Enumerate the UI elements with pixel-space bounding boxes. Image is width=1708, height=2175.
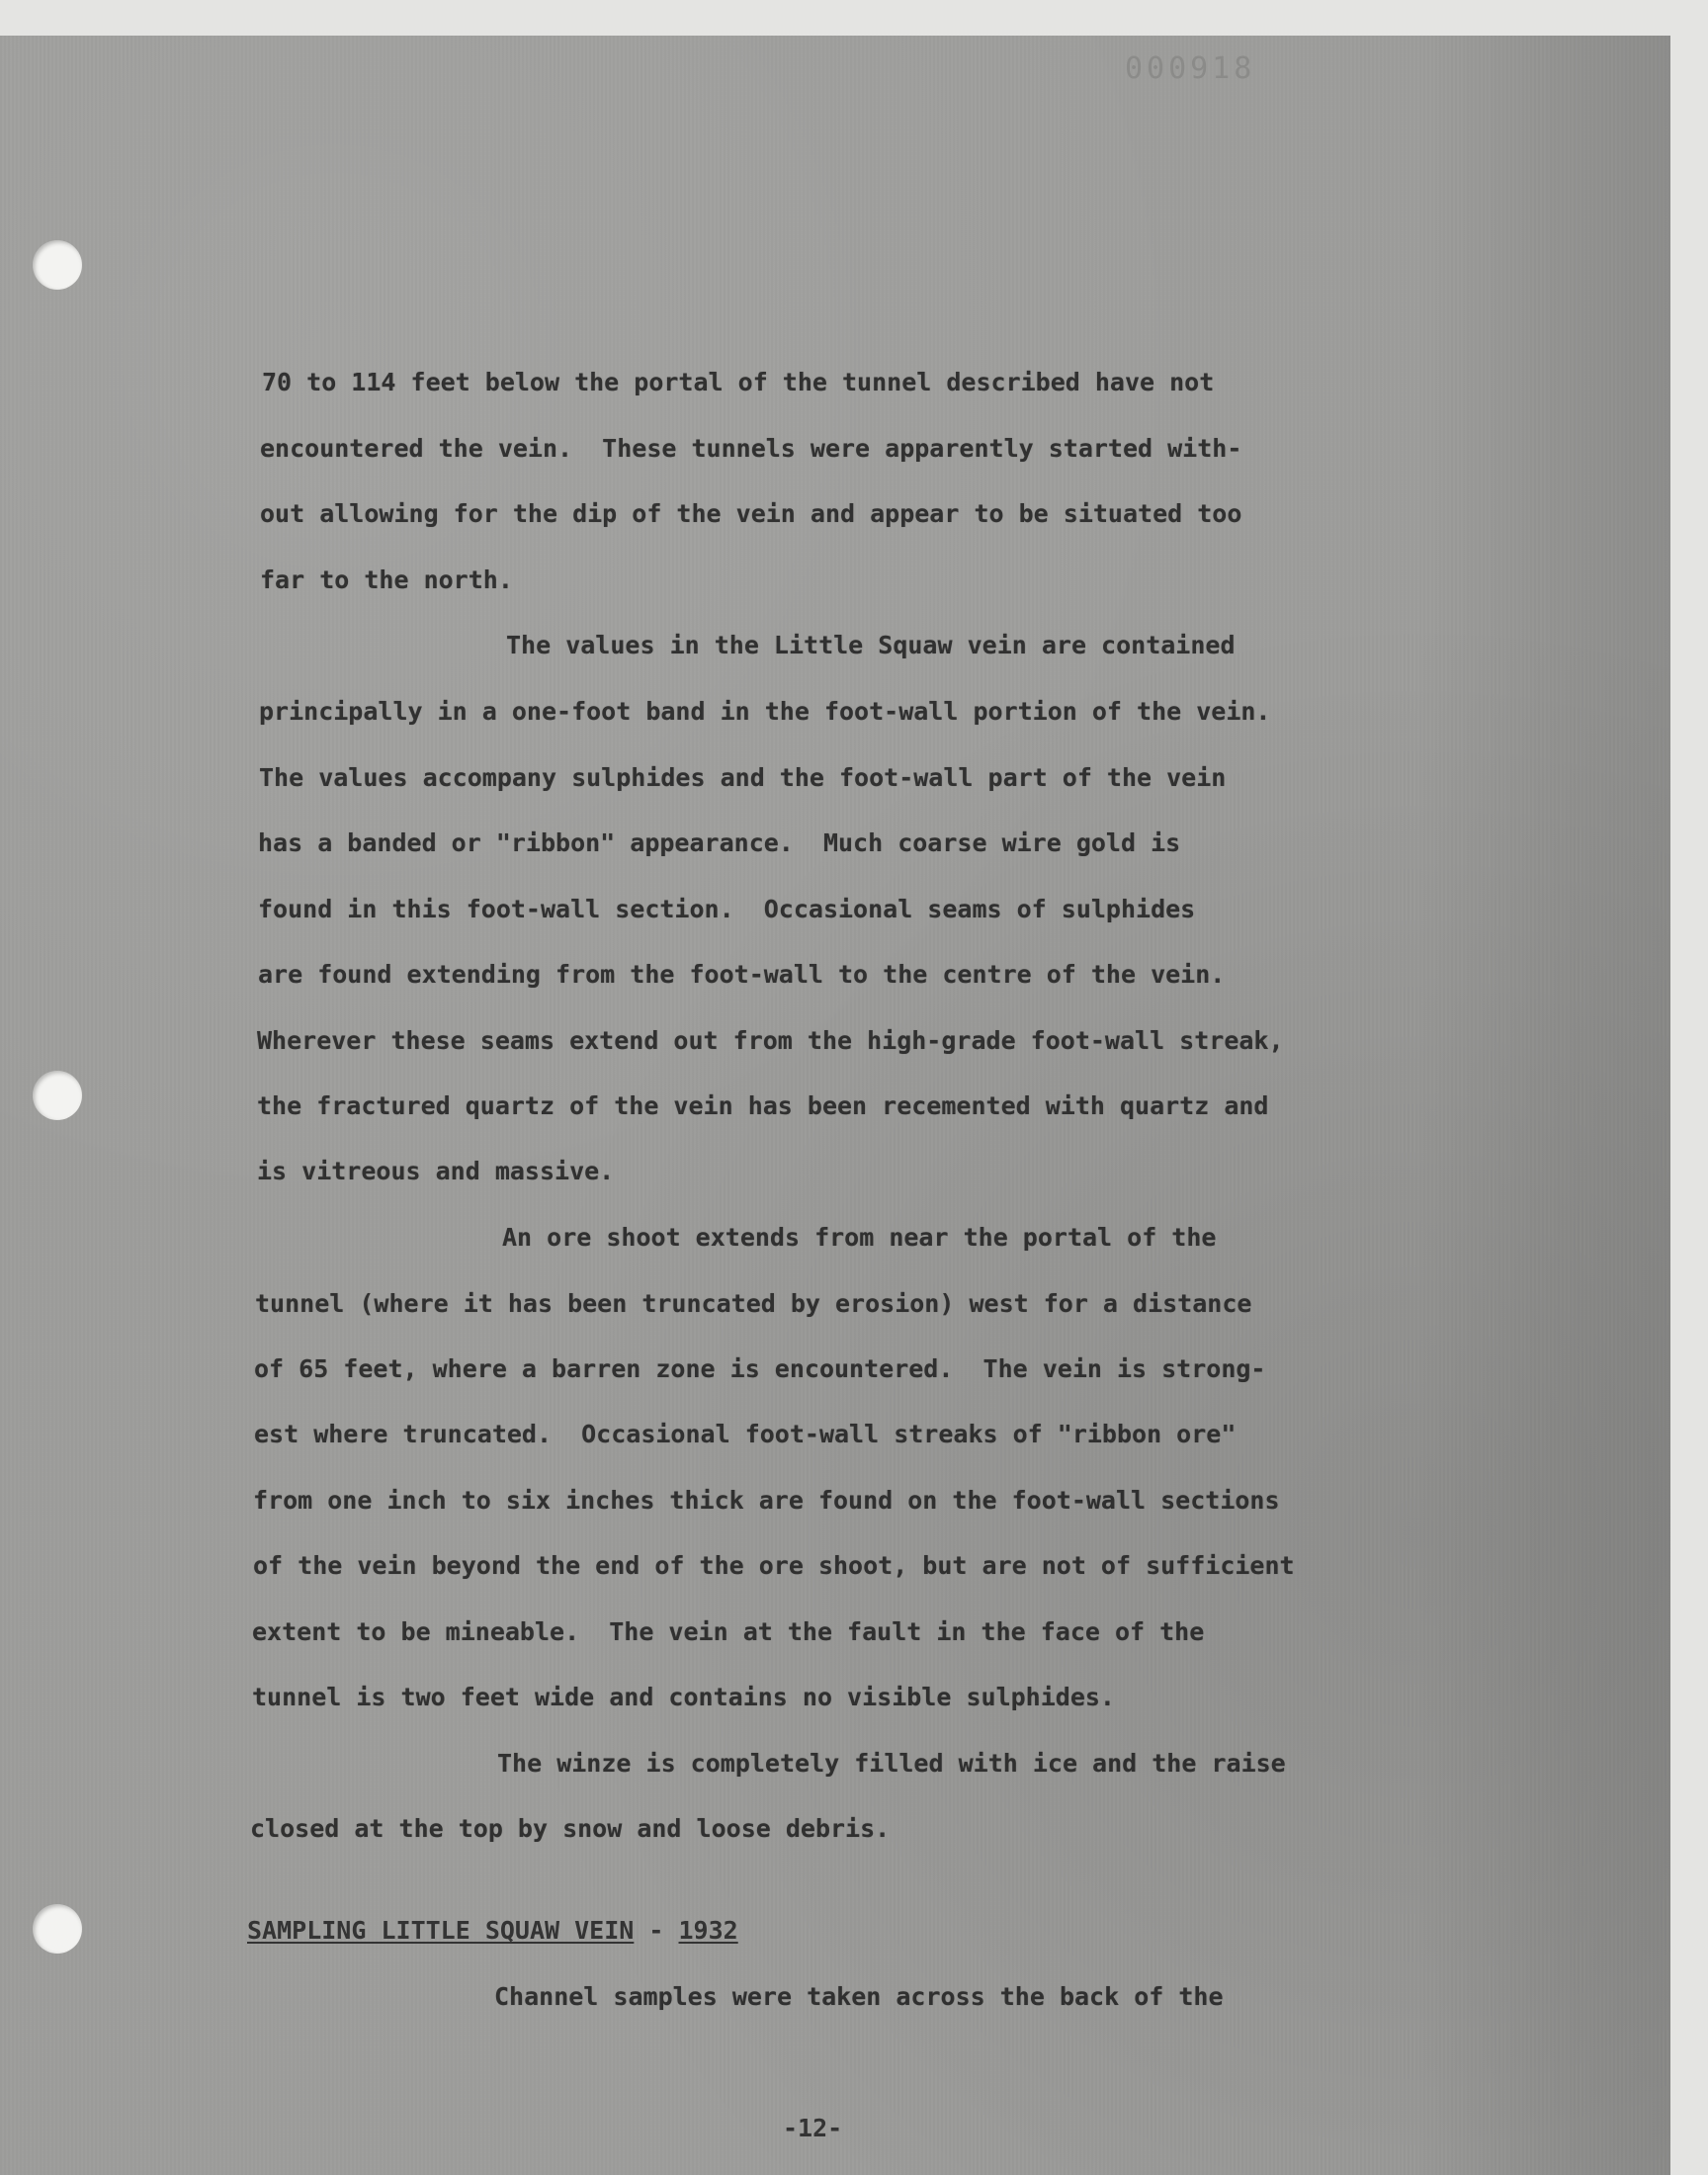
text-line: out allowing for the dip of the vein and appear to be situated too bbox=[260, 499, 1242, 528]
section-heading-year: 1932 bbox=[678, 1916, 738, 1945]
text-line: closed at the top by snow and loose debris. bbox=[250, 1814, 891, 1843]
text-line: encountered the vein. These tunnels were apparently started with- bbox=[260, 434, 1242, 463]
text-line: The values in the Little Squaw vein are contained bbox=[506, 631, 1236, 659]
text-line: far to the north. bbox=[260, 566, 513, 594]
text-line: principally in a one-foot band in the foot-wall portion of the vein. bbox=[259, 697, 1271, 726]
page-number: -12- bbox=[783, 2114, 843, 2142]
text-line: Wherever these seams extend out from the high-grade foot-wall streak, bbox=[257, 1026, 1284, 1055]
section-heading-separator: - bbox=[634, 1916, 679, 1945]
text-line: 70 to 114 feet below the portal of the tunnel described have not bbox=[262, 368, 1215, 396]
text-line: has a banded or "ribbon" appearance. Much coarse wire gold is bbox=[258, 828, 1181, 857]
text-line: tunnel (where it has been truncated by erosion) west for a distance bbox=[255, 1289, 1252, 1318]
punch-hole-top bbox=[33, 240, 82, 290]
text-line: est where truncated. Occasional foot-wall streaks of "ribbon ore" bbox=[254, 1420, 1237, 1448]
text-line: tunnel is two feet wide and contains no visible sulphides. bbox=[252, 1683, 1115, 1711]
page-shadow bbox=[1413, 36, 1670, 2175]
text-line: are found extending from the foot-wall to the centre of the vein. bbox=[258, 960, 1226, 989]
section-text-line: Channel samples were taken across the back of the bbox=[494, 1982, 1224, 2011]
punch-hole-bottom bbox=[33, 1904, 82, 1954]
text-line: of the vein beyond the end of the ore shoot, but are not of sufficient bbox=[253, 1551, 1295, 1580]
punch-hole-middle bbox=[33, 1071, 82, 1120]
text-line: The winze is completely filled with ice and the raise bbox=[497, 1749, 1286, 1778]
text-line: the fractured quartz of the vein has been recemented with quartz and bbox=[257, 1091, 1269, 1120]
text-line: from one inch to six inches thick are found on the foot-wall sections bbox=[253, 1486, 1280, 1515]
document-number: 000918 bbox=[1125, 51, 1256, 86]
text-line: of 65 feet, where a barren zone is encountered. The vein is strong- bbox=[254, 1354, 1266, 1383]
text-line: The values accompany sulphides and the foot-wall part of the vein bbox=[259, 763, 1227, 792]
text-line: An ore shoot extends from near the portal of the bbox=[502, 1223, 1217, 1252]
section-heading bbox=[247, 1916, 738, 1946]
text-line: extent to be mineable. The vein at the fault in the face of the bbox=[252, 1617, 1205, 1646]
text-line: found in this foot-wall section. Occasional seams of sulphides bbox=[258, 895, 1196, 923]
section-heading-title: SAMPLING LITTLE SQUAW VEIN bbox=[247, 1916, 635, 1945]
text-line: is vitreous and massive. bbox=[257, 1157, 615, 1185]
